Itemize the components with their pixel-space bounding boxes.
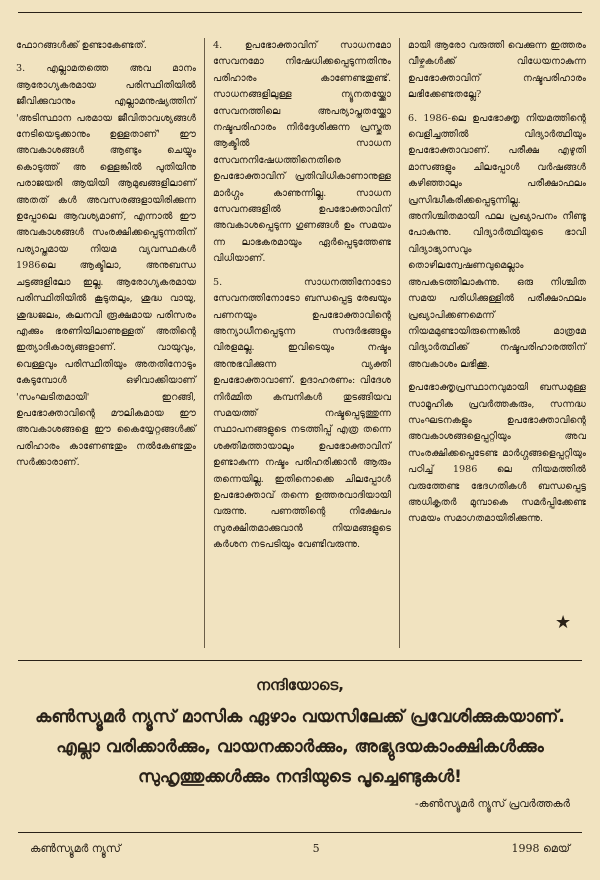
column-divider bbox=[399, 38, 400, 648]
notice-body: കൺസ്യൂമർ ന്യൂസ് മാസിക ഏഴാം വയസിലേക്ക് പ്രവേശിക്കുകയാണ്. എല്ലാ വരിക്കാർക്കും, വായനക്കാർക്കും, അഭ്യുദയകാംക്ഷികൾക്കും സുഹൃത്തുക്കൾക്കും നന്ദിയുടെ പൂച്ചെണ്ടുകൾ! bbox=[35, 707, 565, 787]
section-rule bbox=[18, 660, 582, 661]
star-icon: ★ bbox=[555, 612, 572, 633]
paragraph: ഉപഭോക്തൃപ്രസ്ഥാനവുമായി ബന്ധമുള്ള സാമൂഹിക പ്രവർത്തകരും, സന്നദ്ധ സംഘടനകളും ഉപഭോക്താവിന്റെ അവകാശങ്ങളെപ്പറ്റിയും അവ സംരക്ഷിക്കപ്പെടേണ്ട മാർഗ്ഗങ്ങളെപ്പറ്റിയും പഠിച്ച് 1986 ലെ നിയമത്തിൽ വരുത്തേണ്ട ഭേദഗതികൾ ബന്ധപ്പെട്ട അധികൃതർ മുമ്പാകെ സമർപ്പിക്കേണ്ട സമയം സമാഗതമായിരിക്കുന്നു. bbox=[408, 382, 586, 525]
column-divider bbox=[204, 38, 205, 648]
notice-signature: -കൺസ്യൂമർ ന്യൂസ് പ്രവർത്തകർ bbox=[414, 798, 570, 810]
paragraph: മായി ആരോ വരുത്തി വെക്കുന്ന ഇത്തരം വീഴ്ചകൾക്ക് വിധേയനാകുന്ന ഉപഭോക്താവിന് നഷ്ടപരിഹാരം ലഭിക്കേണ്ടതല്ലേ? bbox=[408, 40, 586, 101]
column-1 bbox=[16, 38, 196, 479]
paragraph: 6. 1986-ലെ ഉപഭോക്തൃ നിയമത്തിന്റെ വെളിച്ചത്തിൽ വിദ്യാർത്ഥിയും ഉപഭോക്താവാണ്. പരീക്ഷ എഴുതി മാസങ്ങളും ചിലപ്പോൾ വർഷങ്ങൾ കഴിഞ്ഞാലും പരീക്ഷാഫലം പ്രസിദ്ധീകരിക്കപ്പെടുന്നില്ല. അനിശ്ചിതമായി ഫല പ്രഖ്യാപനം നീണ്ടു പോകുന്നു. വിദ്യാർത്ഥിയുടെ ഭാവി വിദ്യാഭ്യാസവും തൊഴിലന്വേഷണവുമെല്ലാം അപകടത്തിലാകുന്നു. ഒരു നിശ്ചിത സമയ പരിധിക്കുള്ളിൽ പരീക്ഷാഫലം പ്രഖ്യാപിക്കണമെന്ന് നിയമമുണ്ടായിരുന്നെങ്കിൽ മാത്രമേ വിദ്യാർത്ഥിക്ക് നഷ്ടപരിഹാരത്തിന് അവകാശം ലഭിക്കൂ. bbox=[408, 112, 586, 370]
notice-heading: നന്ദിയോടെ, bbox=[256, 676, 344, 694]
paragraph: 5. സാധനത്തിനോടോ സേവനത്തിനോടോ ബന്ധപ്പെട്ട രേഖയും പണനയും ഉപഭോക്താവിന്റെ അന്യാധീനപ്പെടുന്ന സന്ദർഭങ്ങളും വിരളമല്ല. ഇവിടെയും നഷ്ടം അനുഭവിക്കുന്ന വ്യക്തി ഉപഭോക്താവാണ്. ഉദാഹരണം: വിദേശ നിർമ്മിത കമ്പനികൾ തുടങ്ങിയവ സമയത്ത് നഷ്ടപ്പെടുത്തുന്ന സ്ഥാപനങ്ങളുടെ നടത്തിപ്പ് എത്ര തന്നെ ശക്തിമത്തായാലും ഉപഭോക്താവിന് ഉണ്ടാകുന്ന നഷ്ടം പരിഹരിക്കാൻ ആരും തന്നെയില്ല. ഇതിനൊക്കെ ചിലപ്പോൾ ഉപഭോക്താവ് തന്നെ ഉത്തരവാദിയായി വരുന്നു. പണത്തിന്റെ നിക്ഷേപം സുരക്ഷിതമാക്കുവാൻ നിയമങ്ങളുടെ കർശന നടപടിയും വേണ്ടിവരുന്നു. bbox=[213, 276, 391, 551]
thank-you-notice bbox=[20, 670, 580, 811]
footer-magazine-name: കൺസ്യൂമർ ന്യൂസ് bbox=[30, 842, 121, 855]
page-footer bbox=[30, 842, 570, 856]
column-2 bbox=[213, 38, 391, 561]
paragraph: ഫോറങ്ങൾക്ക് ഉണ്ടാകേണ്ടത്. bbox=[16, 40, 147, 51]
paragraph: 3. എല്ലാമതത്തെ അവ മാനം ആരോഗ്യകരമായ പരിസ്ഥിതിയിൽ ജീവിക്കുവാനും എല്ലാമനുഷ്യത്തിന് 'അടിസ്ഥാന പരമായ ജീവിതാവശ്യങ്ങൾ നേടിയെടുക്കാനും ഉള്ളതാണ്' ഈ അവകാശങ്ങൾ ആണ്ടും ചെയ്യും കൊടുത്ത് അ ള്ളെങ്കിൽ പുതിയിനു പരാജയരി ആയിയി ആമുഖങ്ങളിലാണ് അതത് കൾ അവസരങ്ങളായിരിക്കുന്ന ഉപ്പോലെ ആവശ്യമാണ്, എന്നാൽ ഈ അവകാശങ്ങൾ സംരക്ഷിക്കപ്പെടുന്നതിന് പര്യാപ്തമായ നിയമ വ്യവസ്ഥകൾ 1986ലെ ആക്ടിലാ, അനുബന്ധ ചട്ടങ്ങളിലോ ഇല്ല. ആരോഗ്യകരമായ പരിസ്ഥിതിയിൽ കൂടുതലും, ശുദ്ധ വായു, ശുദ്ധജലം, കലനവി രൂക്ഷമായ പരിസരം എക്കും ഭരണിയിലാണുള്ളത് അതിന്റെ ഇത്യാദികാര്യങ്ങളാണ്. വായുവും, വെള്ളവും പരിസ്ഥിതിയും അതതിനോടും കേടുമ്പോൾ ഒഴിവാക്കിയാണ് 'സംഘടിതമായി' ഇറങ്ങി, ഉപഭോക്താവിന്റെ മൗലികമായ ഈ അവകാശങ്ങളെ ഈ കൈയ്യേറ്റങ്ങൾക്ക് പരിഹാരം കാണേണ്ടതും നൽകേണ്ടതും സർക്കാരാണ്. bbox=[16, 63, 196, 469]
column-3 bbox=[408, 38, 586, 535]
issue-date: 1998 മെയ് bbox=[511, 842, 570, 855]
page-number: 5 bbox=[312, 842, 320, 855]
footer-rule bbox=[18, 832, 582, 833]
paragraph: 4. ഉപഭോക്താവിന് സാധനമോ സേവനമോ നിഷേധിക്കപ്പെടുന്നതിനും പരിഹാരം കാണേണ്ടതുണ്ട്. സാധനങ്ങളിലുള്ള ന്യൂനതയ്ക്കോ സേവനത്തിലെ അപര്യാപ്തതയ്ക്കോ നഷ്ടപരിഹാരം നിർദ്ദേശിക്കുന്ന പ്രസ്തുത ആക്ടിൽ സാധന സേവനനിഷേധത്തിനെതിരെ ഉപഭോക്താവിന് പ്രതിവിധികാണാനുള്ള മാർഗ്ഗം കാണുന്നില്ല. സാധന സേവനങ്ങളിൽ ഉപഭോക്താവിന് അവകാശപ്പെടുന്ന ഗുണങ്ങൾ ഉം സമയം ന്ന ലാഭകരമായും ഏർപ്പെടുത്തേണ്ട വിധിയാണ്. bbox=[213, 40, 391, 265]
top-rule bbox=[18, 12, 582, 13]
